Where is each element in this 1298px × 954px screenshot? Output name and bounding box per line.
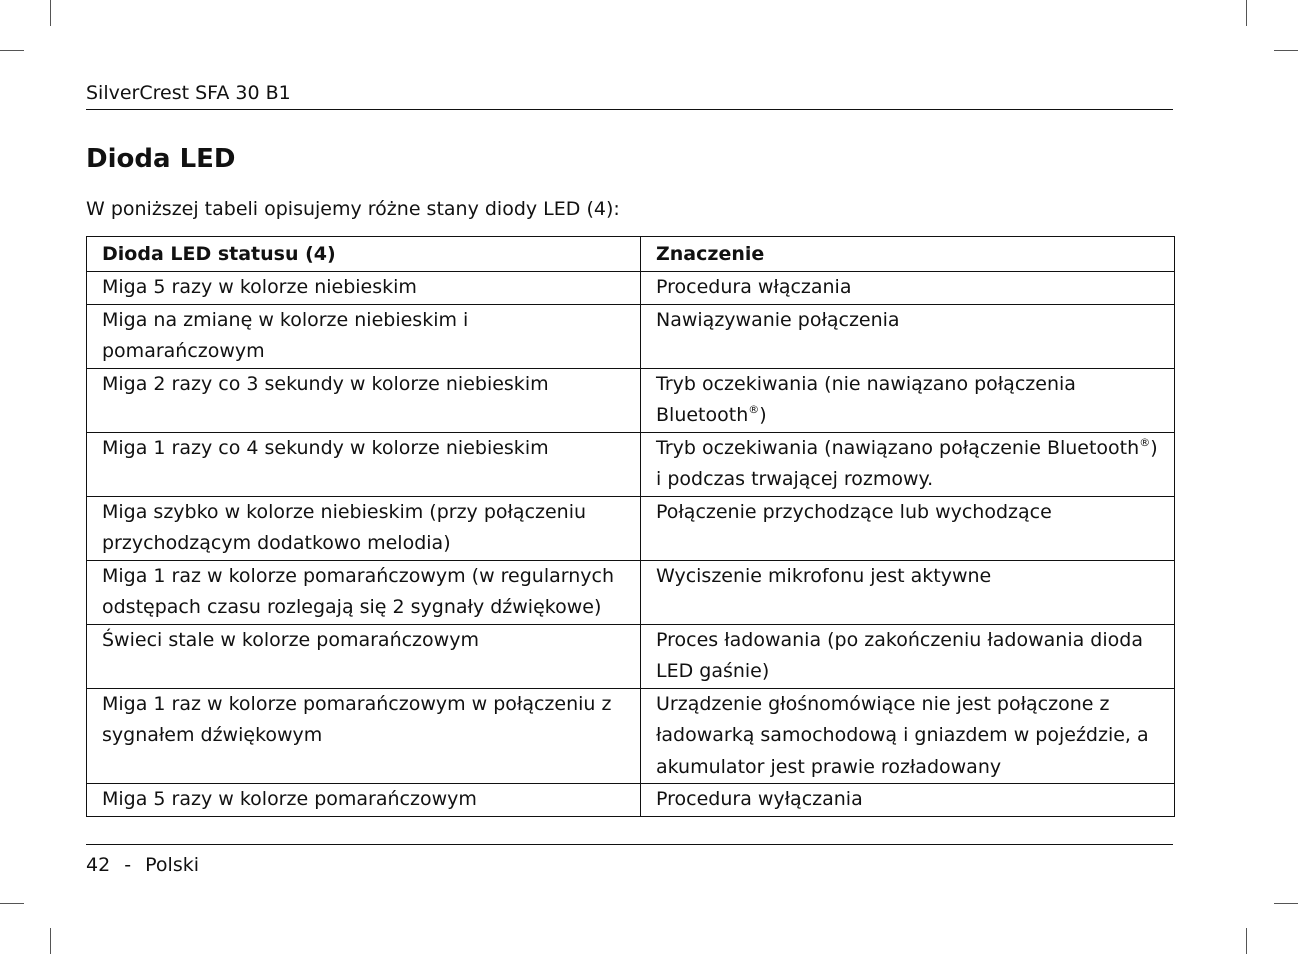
status-cell: Miga 5 razy w kolorze niebieskim — [87, 272, 641, 305]
meaning-cell — [641, 368, 1175, 432]
section-title: Dioda LED — [86, 144, 236, 174]
crop-mark — [0, 903, 24, 904]
registered-trademark-mark: ® — [748, 403, 760, 416]
meaning-cell — [641, 624, 1175, 688]
crop-mark — [1274, 50, 1298, 51]
crop-mark — [1246, 0, 1247, 26]
meaning-text: Wyciszenie mikrofonu jest aktywne — [656, 564, 992, 587]
meaning-cell — [641, 784, 1175, 817]
table-row — [87, 784, 1175, 817]
meaning-text: Połączenie przychodzące lub wychodzące — [656, 500, 1052, 523]
meaning-text-continued: ) — [759, 404, 767, 426]
meaning-cell — [641, 560, 1175, 624]
table-row — [87, 432, 1175, 496]
table-body — [87, 272, 1175, 817]
page-number: 42 — [86, 854, 111, 876]
column-header-meaning: Znaczenie — [641, 237, 1175, 272]
table-row — [87, 688, 1175, 784]
crop-mark — [50, 0, 51, 26]
status-cell: Miga 5 razy w kolorze pomarańczowym — [87, 784, 641, 817]
meaning-cell — [641, 688, 1175, 784]
status-cell: Miga 1 razy co 4 sekundy w kolorze niebieskim — [87, 432, 641, 496]
meaning-text-continued: ) i podczas trwającej rozmowy. — [656, 436, 1158, 490]
footer-language: Polski — [145, 854, 200, 876]
meaning-text: Proces ładowania (po zakończeniu ładowania dioda LED gaśnie) — [656, 628, 1143, 682]
status-cell: Świeci stale w kolorze pomarańczowym — [87, 624, 641, 688]
page-footer — [86, 844, 1173, 878]
crop-mark — [1274, 903, 1298, 904]
meaning-text: Nawiązywanie połączenia — [656, 308, 900, 331]
status-cell: Miga na zmianę w kolorze niebieskim i pomarańczowym — [87, 304, 641, 368]
crop-mark — [0, 50, 24, 51]
crop-mark — [1246, 928, 1247, 954]
running-header — [86, 80, 1173, 110]
table-row — [87, 624, 1175, 688]
led-status-table — [86, 236, 1175, 817]
meaning-text: Urządzenie głośnomówiące nie jest połączone z ładowarką samochodową i gniazdem w pojeździe, a akumulator jest prawie rozładowany — [656, 692, 1149, 778]
meaning-text: Tryb oczekiwania (nie nawiązano połączenia Bluetooth — [656, 372, 1076, 426]
header-text: SilverCrest SFA 30 B1 — [86, 82, 291, 104]
meaning-cell — [641, 496, 1175, 560]
table-row — [87, 368, 1175, 432]
table-row — [87, 272, 1175, 305]
footer-separator: - — [124, 854, 132, 876]
table-row — [87, 560, 1175, 624]
status-cell: Miga 2 razy co 3 sekundy w kolorze niebieskim — [87, 368, 641, 432]
meaning-text: Procedura włączania — [656, 276, 852, 298]
meaning-cell — [641, 432, 1175, 496]
crop-mark — [50, 928, 51, 954]
intro-paragraph: W poniższej tabeli opisujemy różne stany diody LED (4): — [86, 198, 620, 220]
column-header-status: Dioda LED statusu (4) — [87, 237, 641, 272]
table-header-row — [87, 237, 1175, 272]
meaning-text: Tryb oczekiwania (nawiązano połączenie Bluetooth — [656, 436, 1140, 459]
registered-trademark-mark: ® — [1139, 435, 1151, 449]
table-row — [87, 304, 1175, 368]
meaning-text: Procedura wyłączania — [656, 788, 863, 810]
status-cell: Miga 1 raz w kolorze pomarańczowym w połączeniu z sygnałem dźwiękowym — [87, 688, 641, 784]
table-row — [87, 496, 1175, 560]
meaning-cell — [641, 272, 1175, 305]
meaning-cell — [641, 304, 1175, 368]
status-cell: Miga szybko w kolorze niebieskim (przy połączeniu przychodzącym dodatkowo melodia) — [87, 496, 641, 560]
status-cell: Miga 1 raz w kolorze pomarańczowym (w regularnych odstępach czasu rozlegają się 2 sygnały dźwiękowe) — [87, 560, 641, 624]
